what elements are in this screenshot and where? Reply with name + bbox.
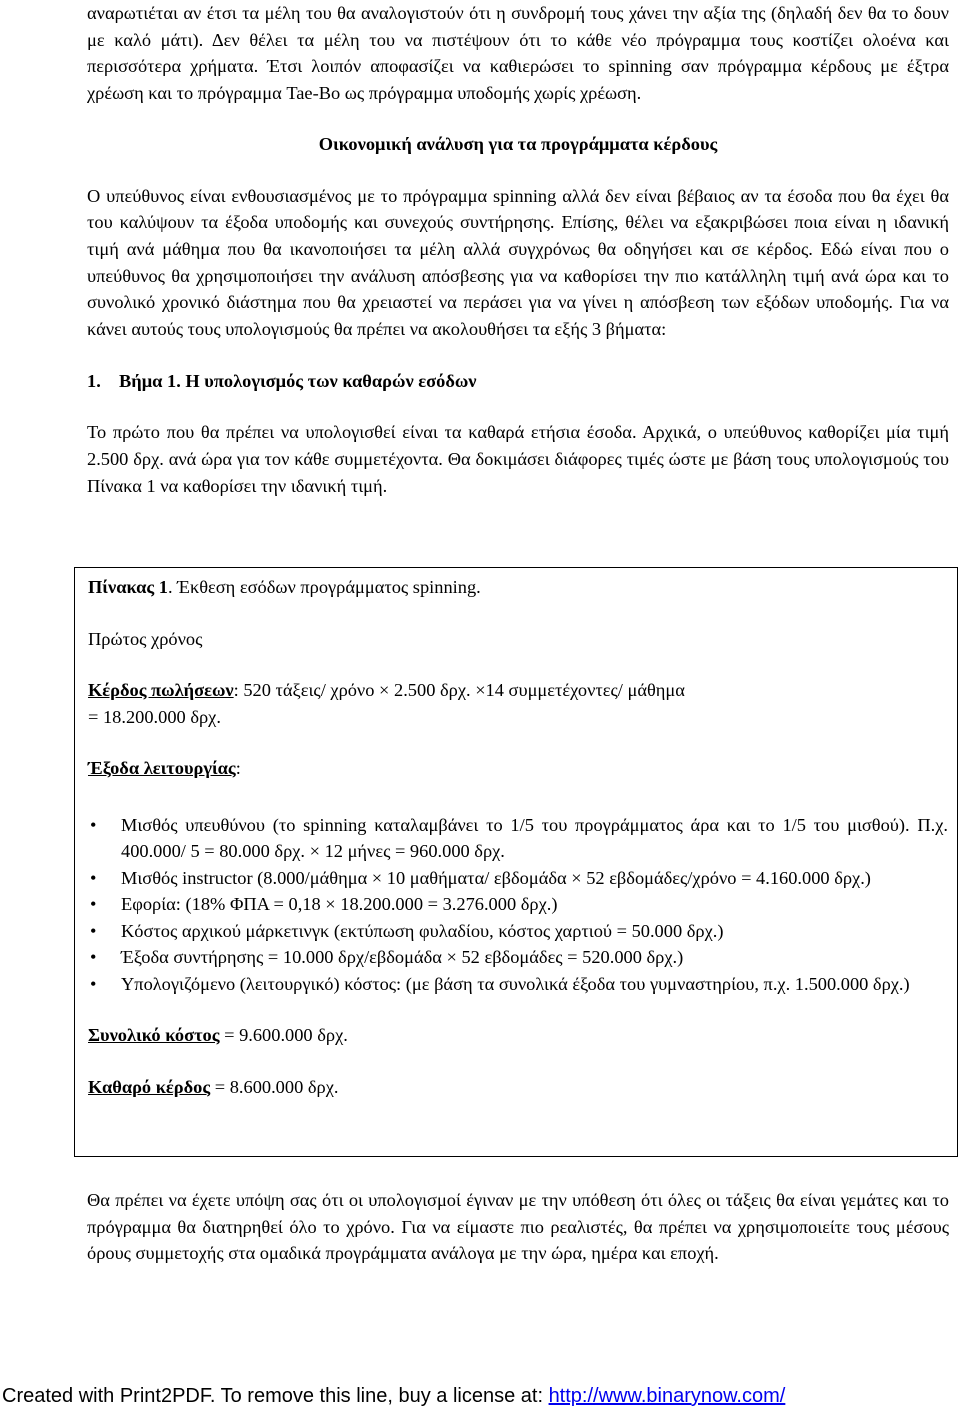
sales-calc: : 520 τάξεις/ χρόνο × 2.500 δρχ. ×14 συμμετέχοντες/ μάθημα — [233, 680, 685, 700]
body-paragraph-2: Το πρώτο που θα πρέπει να υπολογισθεί είναι τα καθαρά ετήσια έσοδα. Αρχικά, ο υπεύθυνος καθορίζει μία τιμή 2.500 δρχ. ανά ώρα για τον κάθε συμμετέχοντα. Θα δοκιμάσει διάφορες τιμές ώστε με βάση τους υπολογισμούς του Πίνακα 1 να καθορίσει την ιδανική τιμή. — [87, 422, 949, 496]
sales-result: = 18.200.000 δρχ. — [88, 706, 221, 727]
section-title: Οικονομική ανάλυση για τα προγράμματα κέρδους — [318, 133, 718, 154]
expenses-label: Έξοδα λειτουργίας — [88, 758, 236, 778]
table-year: Πρώτος χρόνος — [88, 628, 203, 649]
list-item: • Κόστος αρχικού μάρκετινγκ (εκτύπωση φυλαδίου, κόστος χαρτιού = 50.000 δρχ.) — [88, 918, 948, 945]
expenses-list — [88, 812, 948, 998]
table-caption — [88, 574, 948, 601]
step-heading — [87, 368, 949, 395]
list-item: • Εφορία: (18% ΦΠΑ = 0,18 × 18.200.000 = 3.276.000 δρχ.) — [88, 891, 948, 918]
closing-section — [87, 1187, 949, 1267]
net-profit — [88, 1074, 948, 1101]
sales-label: Κέρδος πωλήσεων — [88, 680, 234, 700]
footer-text: Created with Print2PDF. To remove this line, buy a license at: — [2, 1385, 549, 1407]
step-label: Βήμα 1. Η υπολογισμός των καθαρών εσόδων — [119, 370, 477, 391]
watermark-footer — [2, 1385, 785, 1408]
list-item: • Μισθός instructor (8.000/μάθημα × 10 μαθήματα/ εβδομάδα × 52 εβδομάδες/χρόνο = 4.160.000 δρχ.) — [88, 865, 948, 892]
intro-paragraph: αναρωτιέται αν έτσι τα μέλη του θα αναλογιστούν ότι η συνδρομή τους χάνει την αξία της (δηλαδή δεν θα το δουν με καλό μάτι). Δεν θέλει τα μέλη του να πιστέψουν ότι το κάθε νέο πρόγραμμα τους κοστίζει ολοένα και περισσότερα χρήματα. Έτσι λοιπόν αποφασίζει να καθιερώσει το spinning σαν πρόγραμμα κέρδους με έξτρα χρέωση και το πρόγραμμα Tae-Bo ως πρόγραμμα υποδομής χωρίς χρέωση. — [87, 3, 949, 104]
total-cost — [88, 1022, 948, 1049]
bullet-icon: • — [90, 947, 97, 967]
table-caption-text: . Έκθεση εσόδων προγράμματος spinning. — [167, 577, 481, 597]
table-box — [74, 567, 958, 1157]
body-paragraph-1: Ο υπεύθυνος είναι ενθουσιασμένος με το πρόγραμμα spinning αλλά δεν είναι βέβαιος αν τα έσοδα που θα έχει θα του καλύψουν τα έξοδα υποδομής και συνεχούς συντήρησης. Επίσης, θέλει να εξακριβώσει ποια είναι η ιδανική τιμή ανά μάθημα που θα ικανοποιήσει τα μέλη αλλά συγχρόνως θα οδηγήσει και σε κέρδος. Εδώ είναι που ο υπεύθυνος θα χρησιμοποιήσει την ανάλυση απόσβεσης για να καθορίσει την πιο κατάλληλη τιμή ανά ώρα και το συνολικό χρονικό διάστημα που θα χρειαστεί να περάσει για να γίνει η απόσβεση των εξόδων υποδομής. Για να κάνει αυτούς τους υπολογισμούς θα πρέπει να ακολουθήσει τα εξής 3 βήματα: — [87, 185, 949, 340]
bullet-icon: • — [90, 814, 97, 835]
total-cost-label: Συνολικό κόστος — [88, 1025, 220, 1045]
list-item: • Μισθός υπευθύνου (το spinning καταλαμβάνει το 1/5 του προγράμματος άρα και το 1/5 του μισθού). Π.χ. 400.000/ 5 = 80.000 δρχ. × 12 μήνες = 960.000 δρχ. — [88, 812, 948, 865]
sales-line — [88, 677, 948, 704]
net-profit-value: = 8.600.000 δρχ. — [210, 1076, 339, 1097]
expenses-heading — [88, 755, 948, 782]
license-link[interactable]: http://www.binarynow.com/ — [548, 1385, 786, 1407]
bullet-icon: • — [90, 867, 97, 888]
step-number: 1. — [87, 370, 101, 391]
bullet-icon: • — [90, 920, 97, 941]
net-profit-label: Καθαρό κέρδος — [88, 1076, 211, 1097]
list-item: • Έξοδα συντήρησης = 10.000 δρχ/εβδομάδα × 52 εβδομάδες = 520.000 δρχ.) — [88, 944, 948, 971]
total-cost-value: = 9.600.000 δρχ. — [219, 1025, 348, 1045]
expenses-colon: : — [235, 758, 241, 778]
list-item: • Υπολογιζόμενο (λειτουργικό) κόστος: (με βάση τα συνολικά έξοδα του γυμναστηρίου, π.χ. 1.500.000 δρχ.) — [88, 971, 948, 998]
bullet-icon: • — [90, 894, 97, 914]
table-caption-label: Πίνακας 1 — [88, 577, 168, 597]
document-page — [87, 0, 949, 500]
bullet-icon: • — [90, 973, 97, 994]
closing-paragraph: Θα πρέπει να έχετε υπόψη σας ότι οι υπολογισμοί έγιναν με την υπόθεση ότι όλες οι τάξεις θα είναι γεμάτες και το πρόγραμμα θα διατηρηθεί όλο το χρόνο. Για να είμαστε πιο ρεαλιστές, θα πρέπει να χρησιμοποιείτε τους μέσους όρους συμμετοχής στα ομαδικά προγράμματα ανάλογα με την ώρα, ημέρα και εποχή. — [87, 1190, 949, 1264]
